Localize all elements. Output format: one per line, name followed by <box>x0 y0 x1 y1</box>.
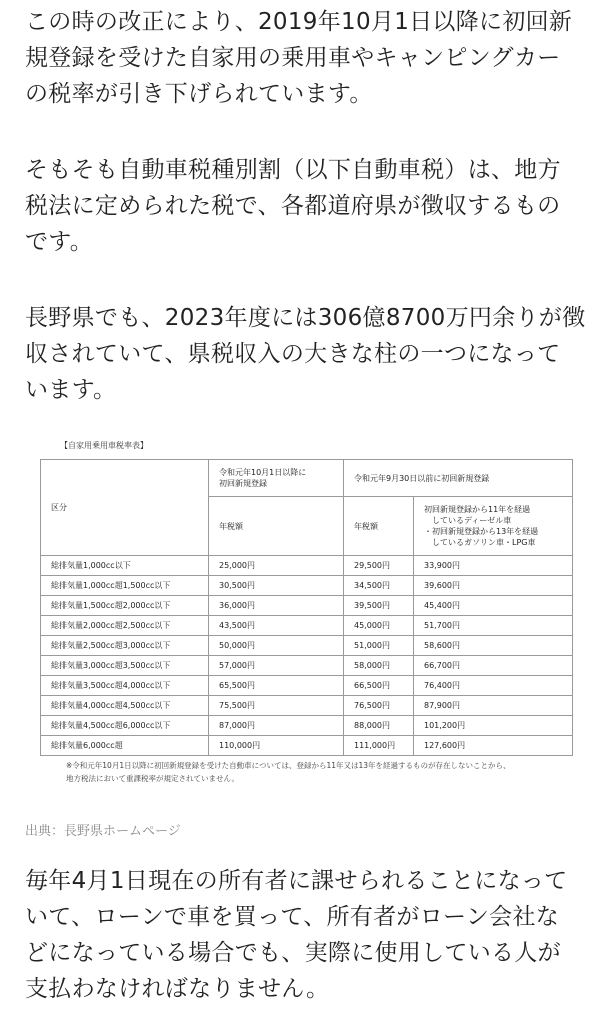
table-cell: 総排気量2,000cc超2,500cc以下 <box>41 616 209 636</box>
table-row <box>41 596 573 616</box>
text-line: 支払わなければなりません。 <box>25 976 330 1002</box>
table-cell: 65,500円 <box>209 676 344 696</box>
table-cell: 総排気量1,500cc超2,000cc以下 <box>41 596 209 616</box>
text-line: どになっている場合でも、実際に使用している人が <box>25 940 561 966</box>
text-line: いて、ローンで車を買って、所有者がローン会社な <box>25 904 560 930</box>
header-after-amount: 年税額 <box>209 497 344 556</box>
table-cell: 50,000円 <box>209 636 344 656</box>
table-cell: 総排気量4,500cc超6,000cc以下 <box>41 716 209 736</box>
table-cell: 76,400円 <box>414 676 573 696</box>
table-row <box>41 736 573 756</box>
table-cell: 45,400円 <box>414 596 573 616</box>
table-cell: 101,200円 <box>414 716 573 736</box>
table-cell: 45,000円 <box>344 616 414 636</box>
table-cell: 29,500円 <box>344 556 414 576</box>
source-credit: 出典：長野県ホームページ <box>25 824 181 839</box>
table-cell: 57,000円 <box>209 656 344 676</box>
table-footnote <box>66 759 576 785</box>
text-line: 毎年4月1日現在の所有者に課せられることになって <box>25 868 568 894</box>
table-cell: 51,700円 <box>414 616 573 636</box>
text-line: 収されていて、県税収入の大きな柱の一つになって <box>25 341 561 367</box>
table-cell: 36,000円 <box>209 596 344 616</box>
table-row <box>41 676 573 696</box>
table-row <box>41 556 573 576</box>
table-cell: 88,000円 <box>344 716 414 736</box>
table-cell: 34,500円 <box>344 576 414 596</box>
table-cell: 25,000円 <box>209 556 344 576</box>
text-line: この時の改正により、2019年10月1日以降に初回新 <box>25 9 573 35</box>
text-line: です。 <box>25 229 94 255</box>
text-line: 長野県でも、2023年度には306億8700万円余りが徴 <box>25 305 586 331</box>
paragraph-tax-reform <box>25 4 585 112</box>
table-cell: 51,000円 <box>344 636 414 656</box>
table-row <box>41 576 573 596</box>
text-line: います。 <box>25 377 117 403</box>
table-cell: 87,000円 <box>209 716 344 736</box>
table-cell: 58,000円 <box>344 656 414 676</box>
table-cell: 総排気量4,000cc超4,500cc以下 <box>41 696 209 716</box>
table-cell: 58,600円 <box>414 636 573 656</box>
footnote-line: 地方税法において重課税率が規定されていません。 <box>66 774 239 783</box>
table-cell: 127,600円 <box>414 736 573 756</box>
table-row <box>41 716 573 736</box>
table-row <box>41 656 573 676</box>
header-before-amount: 年税額 <box>344 497 414 556</box>
table-cell: 43,500円 <box>209 616 344 636</box>
header-after-group: 令和元年10月1日以降に 初回新規登録 <box>209 460 344 497</box>
table-caption: 【自家用乗用車税率表】 <box>60 441 148 450</box>
table-cell: 総排気量6,000cc超 <box>41 736 209 756</box>
table-cell: 30,500円 <box>209 576 344 596</box>
paragraph-nagano-revenue <box>25 300 585 408</box>
table-cell: 75,500円 <box>209 696 344 716</box>
tax-rate-table <box>40 459 573 756</box>
table-cell: 111,000円 <box>344 736 414 756</box>
table-cell: 39,500円 <box>344 596 414 616</box>
table-cell: 総排気量1,000cc以下 <box>41 556 209 576</box>
table-cell: 66,500円 <box>344 676 414 696</box>
table-cell: 39,600円 <box>414 576 573 596</box>
header-kubun: 区分 <box>41 460 209 556</box>
table-row <box>41 636 573 656</box>
table-body <box>41 556 573 756</box>
text-line: そもそも自動車税種別割（以下自動車税）は、地方 <box>25 157 561 183</box>
paragraph-payment-obligation <box>25 863 585 1007</box>
table-cell: 総排気量1,000cc超1,500cc以下 <box>41 576 209 596</box>
table-cell: 110,000円 <box>209 736 344 756</box>
table-row <box>41 616 573 636</box>
tax-rate-table-figure <box>40 440 575 785</box>
paragraph-tax-definition <box>25 152 585 260</box>
table-cell: 総排気量3,500cc超4,000cc以下 <box>41 676 209 696</box>
table-cell: 総排気量2,500cc超3,000cc以下 <box>41 636 209 656</box>
header-old-vehicle: 初回新規登録から11年を経過 しているディーゼル車 ・初回新規登録から13年を経過 しているガソリン車・LPG車 <box>414 497 573 556</box>
header-before-group: 令和元年9月30日以前に初回新規登録 <box>344 460 573 497</box>
table-row <box>41 696 573 716</box>
table-cell: 66,700円 <box>414 656 573 676</box>
table-cell: 87,900円 <box>414 696 573 716</box>
footnote-line: ※令和元年10月1日以降に初回新規登録を受けた自動車については、登録から11年又は13年を経過するものが存在しないことから、 <box>66 761 511 770</box>
table-cell: 33,900円 <box>414 556 573 576</box>
table-cell: 76,500円 <box>344 696 414 716</box>
text-line: 規登録を受けた自家用の乗用車やキャンピングカー <box>25 45 561 71</box>
text-line: の税率が引き下げられています。 <box>25 81 373 107</box>
table-cell: 総排気量3,000cc超3,500cc以下 <box>41 656 209 676</box>
text-line: 税法に定められた税で、各都道府県が徴収するもの <box>25 193 561 219</box>
